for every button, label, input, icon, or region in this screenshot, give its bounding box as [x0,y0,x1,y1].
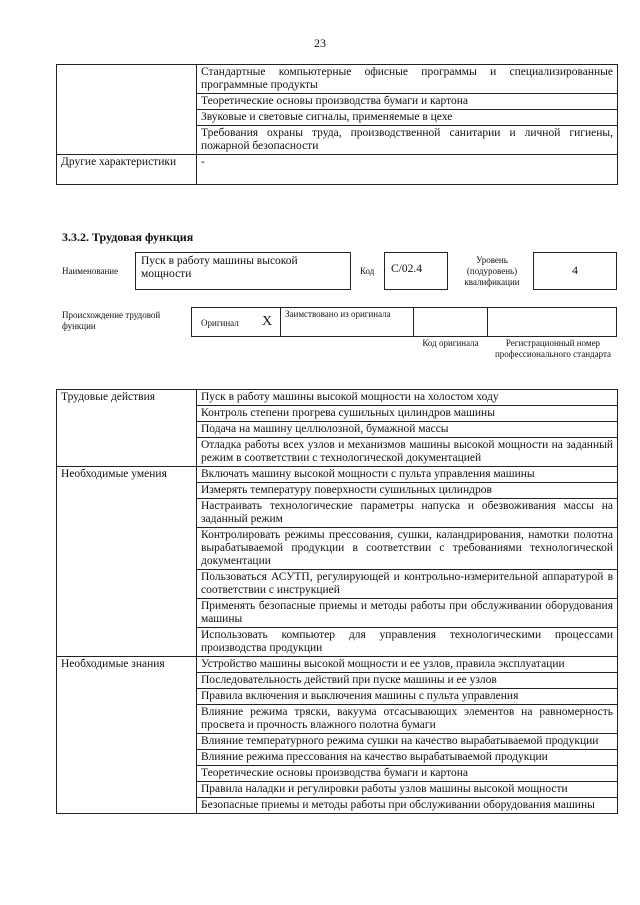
table-cell: Настраивать технологические параметры напуска и обезвоживания массы на заданный режим [197,499,618,528]
origin-label: Происхождение трудовой функции [62,310,161,331]
table-row [57,390,618,406]
table-cell: Влияние режима тряски, вакуума отсасывающих элементов на равномерность просвета и прочность влажного полотна бумаги [197,705,618,734]
section-heading: 3.3.2. Трудовая функция [62,230,194,244]
group-label: Трудовые действия [57,390,197,467]
table-cell: - [197,155,618,185]
table-cell: Влияние температурного режима сушки на качество вырабатываемой продукции [197,734,618,750]
group-label: Необходимые умения [57,467,197,657]
page-number: 23 [314,36,326,50]
function-name-box: Пуск в работу машины высокой мощности [135,252,351,290]
table-cell: Включать машину высокой мощности с пульта управления машины [197,467,618,483]
row-label: Другие характеристики [57,155,197,185]
level-label: Уровень (подуровень) квалификации [464,255,520,287]
table-cell: Теоретические основы производства бумаги и картона [197,766,618,782]
reg-number-box [487,307,617,337]
table-cell: Контролировать режимы прессования, сушки, каландрирования, намотки полотна вырабатываемой продукции в соответствии с требованиями технологической документации [197,528,618,570]
table-cell: Устройство машины высокой мощности и ее узлов, правила эксплуатации [197,657,618,673]
table-cell: Отладка работы всех узлов и механизмов машины высокой мощности на заданный режим в соответствии с технологической документацией [197,438,618,467]
original-box [191,307,281,337]
code-box: С/02.4 [384,252,448,290]
table-row [57,155,618,185]
code-original-box [413,307,488,337]
reg-number-caption: Регистрационный номер профессионального стандарта [494,338,612,359]
original-label: Оригинал [201,318,239,328]
table-cell: Пуск в работу машины высокой мощности на холостом ходу [197,390,618,406]
labor-function-table [56,389,618,814]
table-cell: Правила наладки и регулировки работы узлов машины высокой мощности [197,782,618,798]
group-label: Необходимые знания [57,657,197,814]
table-cell: Измерять температуру поверхности сушильных цилиндров [197,483,618,499]
table-cell: Стандартные компьютерные офисные программы и специализированные программные продукты [197,65,618,94]
table-cell: Требования охраны труда, производственной санитарии и личной гигиены, пожарной безопасности [197,126,618,155]
name-label: Наименование [62,266,119,276]
borrowed-box: Заимствовано из оригинала [280,307,414,337]
table-cell: Применять безопасные приемы и методы работы при обслуживании оборудования машины [197,599,618,628]
table-cell: Влияние режима прессования на качество вырабатываемой продукции [197,750,618,766]
top-continuation-table [56,64,618,185]
code-label: Код [360,266,375,276]
original-mark: X [262,314,273,329]
table-row [57,65,618,94]
table-row [57,657,618,673]
level-box: 4 [533,252,617,290]
table-cell: Правила включения и выключения машины с пульта управления [197,689,618,705]
table-cell: Последовательность действий при пуске машины и ее узлов [197,673,618,689]
table-cell: Теоретические основы производства бумаги и картона [197,94,618,110]
row-label [57,65,197,155]
table-cell: Безопасные приемы и методы работы при обслуживании оборудования машины [197,798,618,814]
table-cell: Использовать компьютер для управления технологическими процессами производства продукции [197,628,618,657]
table-cell: Звуковые и световые сигналы, применяемые в цехе [197,110,618,126]
code-original-caption: Код оригинала [422,338,479,348]
table-row [57,467,618,483]
table-cell: Подача на машину целлюлозной, бумажной массы [197,422,618,438]
table-cell: Пользоваться АСУТП, регулирующей и контрольно-измерительной аппаратурой в соответствии с инструкцией [197,570,618,599]
table-cell: Контроль степени прогрева сушильных цилиндров машины [197,406,618,422]
